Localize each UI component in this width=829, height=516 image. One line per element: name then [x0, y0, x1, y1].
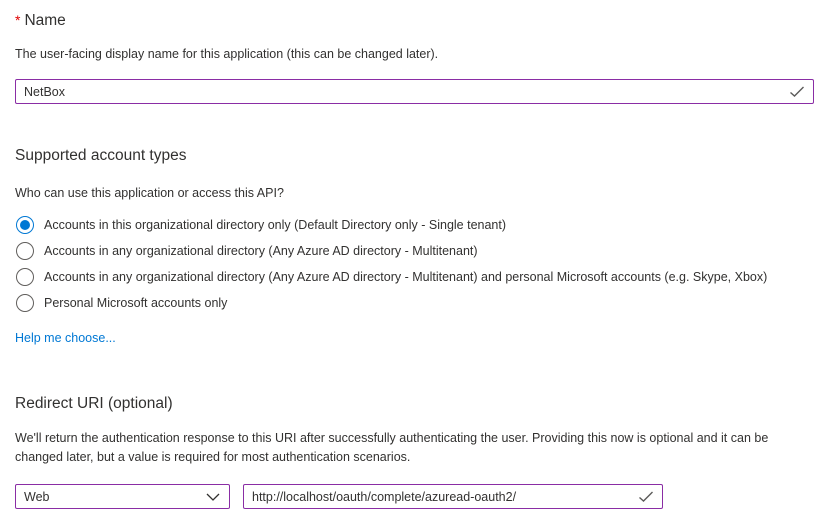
redirect-uri-row	[15, 484, 814, 509]
radio-option-label: Accounts in this organizational directory only (Default Directory only - Single tenant)	[44, 218, 507, 232]
radio-option-label: Accounts in any organizational directory (Any Azure AD directory - Multitenant)	[44, 244, 478, 258]
name-input[interactable]	[15, 79, 814, 104]
radio-button-icon[interactable]	[16, 242, 34, 260]
uri-field-box	[243, 484, 663, 509]
radio-button-icon[interactable]	[16, 216, 34, 234]
redirect-uri-title: Redirect URI (optional)	[15, 395, 173, 412]
name-field-box	[15, 79, 814, 104]
radio-option-single-tenant[interactable]	[15, 212, 814, 238]
name-section-title-text: Name	[24, 12, 66, 29]
platform-select[interactable]	[15, 484, 230, 509]
radio-option-label: Personal Microsoft accounts only	[44, 296, 228, 310]
account-types-section	[15, 146, 814, 347]
platform-select-value: Web	[24, 489, 50, 504]
redirect-uri-section	[15, 394, 814, 509]
radio-option-multitenant-personal[interactable]	[15, 264, 814, 290]
redirect-uri-input[interactable]	[243, 484, 663, 509]
radio-option-multitenant[interactable]	[15, 238, 814, 264]
redirect-uri-description: We'll return the authentication response to this URI after successfully authenticating the user. Providing this now is optional and it can be changed later, but a value is required for most authentication scenarios.	[15, 431, 769, 464]
radio-option-personal-only[interactable]	[15, 290, 814, 316]
radio-button-icon[interactable]	[16, 268, 34, 286]
required-asterisk: *	[15, 12, 21, 28]
radio-option-label: Accounts in any organizational directory (Any Azure AD directory - Multitenant) and personal Microsoft accounts (e.g. Skype, Xbox)	[44, 270, 768, 284]
account-types-question: Who can use this application or access this API?	[15, 186, 284, 200]
chevron-down-icon	[206, 492, 220, 501]
account-types-title: Supported account types	[15, 147, 187, 164]
help-me-choose-link[interactable]: Help me choose...	[15, 331, 116, 345]
name-section	[15, 11, 814, 104]
name-section-title	[15, 11, 814, 30]
radio-button-icon[interactable]	[16, 294, 34, 312]
account-types-radio-group	[15, 212, 814, 316]
name-description: The user-facing display name for this application (this can be changed later).	[15, 47, 439, 61]
